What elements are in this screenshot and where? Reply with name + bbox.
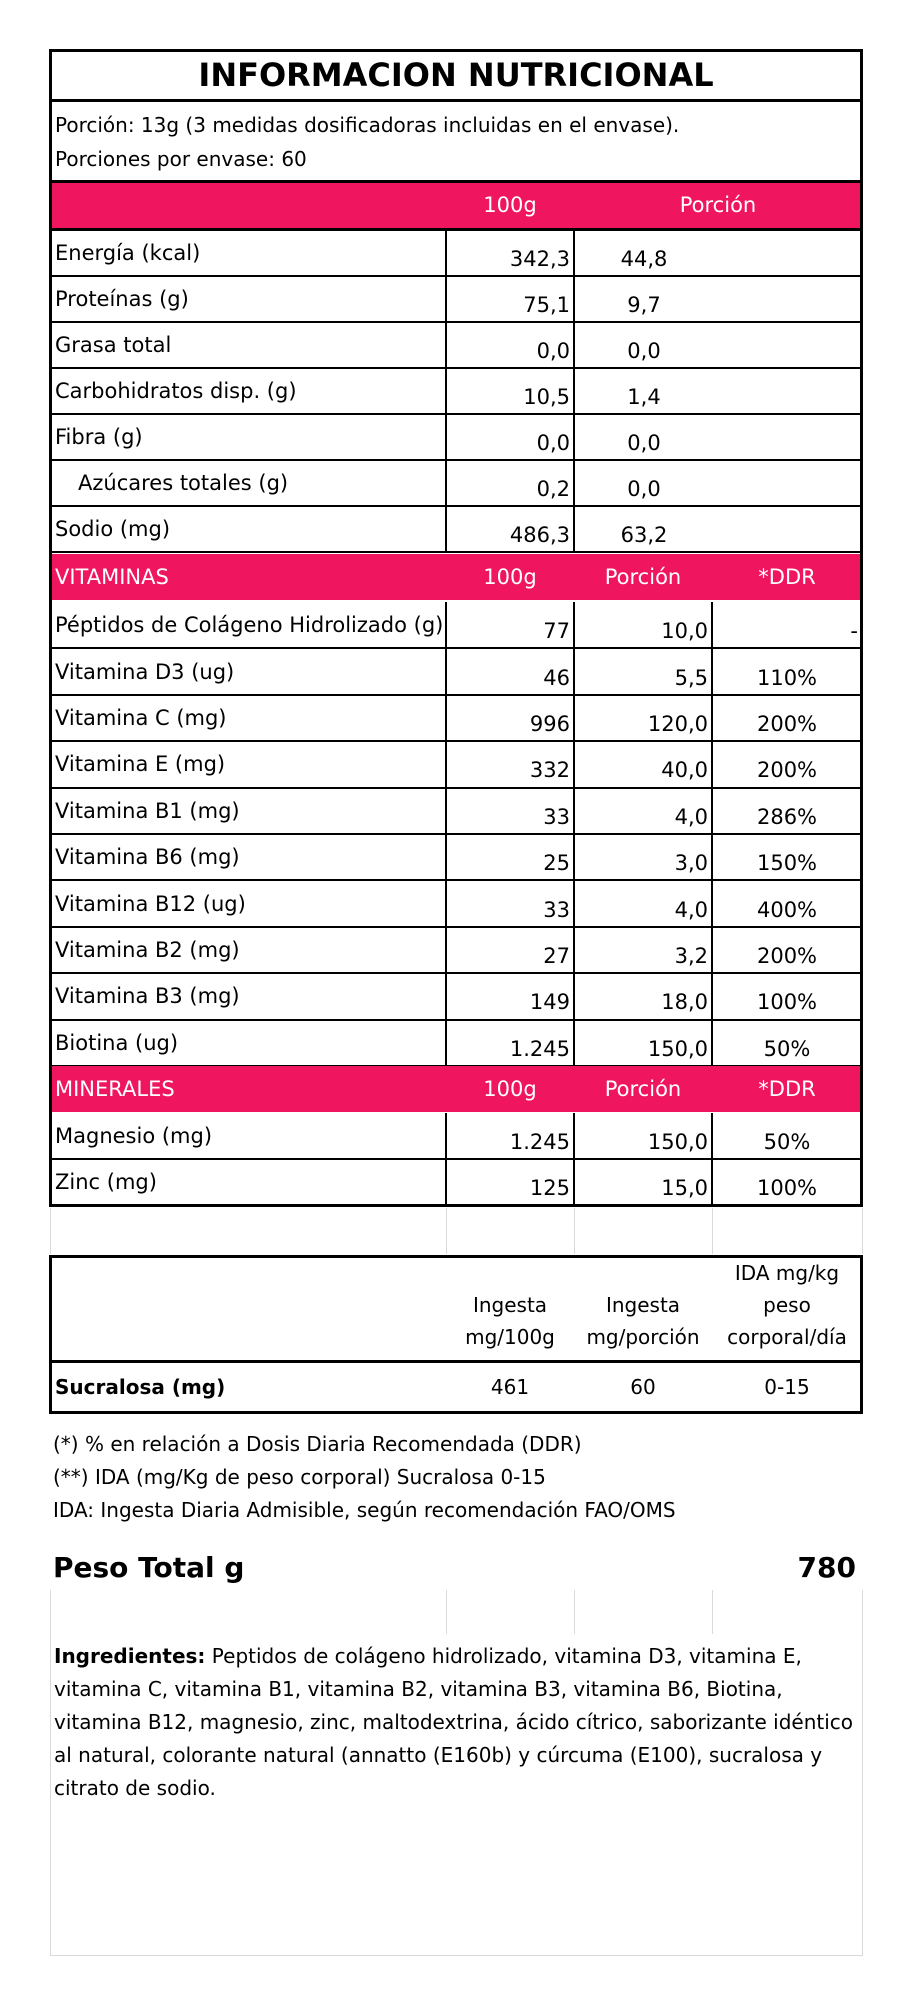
row-label: Biotina (ug)	[55, 1030, 179, 1055]
sweetener-col1-line2: mg/100g	[465, 1325, 555, 1349]
minerals-header-ddr: *DDR	[758, 1077, 816, 1101]
row-label: Vitamina C (mg)	[55, 705, 227, 730]
sweetener-col1-line1: Ingesta	[472, 1293, 548, 1317]
row-portion: 44,8	[620, 247, 668, 271]
row-ddr: 200%	[756, 711, 818, 736]
spacer-grid-line	[446, 1208, 447, 1254]
row-label: Vitamina D3 (ug)	[55, 659, 235, 684]
column-divider	[711, 602, 713, 1066]
row-portion: 0,0	[627, 477, 661, 501]
ingredients-list: Peptidos de colágeno hidrolizado, vitamina D3, vitamina E, vitamina C, vitamina B1, vitamina B2, vitamina B3, vitamina B6, Biotina, vitamina B12, magnesio, zinc, maltodextrina, ácido cítrico, saborizante idéntico al natural, colorante natural (annatto (E160b) y cúrcuma (E100), sucralosa y citrato de sodio.	[54, 1644, 854, 1800]
vitamins-header-label: VITAMINAS	[55, 565, 169, 589]
row-portion: 1,4	[627, 385, 661, 409]
column-divider	[573, 1113, 575, 1205]
column-divider	[445, 602, 447, 1066]
row-per100: 10,5	[523, 385, 570, 409]
column-divider	[445, 230, 447, 552]
sweetener-col2-line1: Ingesta	[605, 1293, 681, 1317]
table-border-bottom	[50, 1204, 863, 1207]
nutrition-header-100g: 100g	[483, 193, 537, 217]
row-label: Vitamina B3 (mg)	[55, 984, 240, 1009]
row-per100: 332	[529, 758, 570, 783]
row-portion: 18,0	[661, 990, 708, 1015]
sucralose-portion: 60	[630, 1375, 656, 1399]
row-label: Zinc (mg)	[55, 1170, 157, 1194]
ingredients-grid-line	[50, 1590, 51, 1956]
row-portion: 0,0	[627, 431, 661, 455]
table-border-top	[50, 49, 863, 52]
row-label: Sodio (mg)	[55, 517, 171, 541]
spacer-grid-line	[574, 1208, 575, 1254]
row-label: Vitamina E (mg)	[55, 752, 226, 777]
sucralose-ida: 0-15	[764, 1375, 810, 1399]
row-per100: 27	[543, 943, 570, 968]
row-portion: 15,0	[661, 1176, 708, 1200]
total-weight-value: 780	[797, 1550, 856, 1584]
ingredients-grid-line	[862, 1590, 863, 1956]
row-label: Grasa total	[55, 333, 172, 357]
sucralose-label: Sucralosa (mg)	[55, 1375, 226, 1399]
row-portion: 4,0	[674, 897, 708, 922]
footnote-ida-definition: IDA: Ingesta Diaria Admisible, según recomendación FAO/OMS	[53, 1498, 676, 1522]
table-border-right	[860, 49, 863, 1207]
sweetener-col3-line3: corporal/día	[727, 1325, 847, 1349]
row-per100: 486,3	[509, 523, 570, 547]
row-portion: 120,0	[647, 711, 708, 736]
row-per100: 125	[529, 1176, 570, 1200]
row-portion: 3,2	[674, 943, 708, 968]
row-label: Vitamina B6 (mg)	[55, 845, 240, 870]
row-ddr: 150%	[756, 851, 818, 876]
row-per100: 0,2	[536, 477, 570, 501]
vitamins-header-100g: 100g	[483, 565, 537, 589]
row-per100: 0,0	[536, 431, 570, 455]
ingredients-grid-line	[712, 1590, 713, 1634]
row-ddr: 200%	[756, 943, 818, 968]
spacer-grid-line	[712, 1208, 713, 1254]
header-divider	[50, 228, 863, 231]
row-label: Péptidos de Colágeno Hidrolizado (g)	[55, 613, 444, 638]
minerals-header-100g: 100g	[483, 1077, 537, 1101]
row-per100: 149	[529, 990, 570, 1015]
row-label: Magnesio (mg)	[55, 1124, 213, 1148]
row-label: Azúcares totales (g)	[78, 471, 289, 495]
ingredients-grid-line	[446, 1590, 447, 1634]
table-border-left	[49, 49, 52, 1207]
row-label: Vitamina B2 (mg)	[55, 937, 240, 962]
row-portion: 150,0	[647, 1036, 708, 1061]
row-ddr: 100%	[756, 990, 818, 1015]
row-label: Proteínas (g)	[55, 287, 189, 311]
ingredients-grid-line	[50, 1955, 863, 1956]
minerals-header-label: MINERALES	[55, 1077, 175, 1101]
sucralose-per100: 461	[490, 1375, 530, 1399]
row-portion: 5,5	[674, 665, 708, 690]
row-label: Fibra (g)	[55, 425, 143, 449]
footnote-ddr: (*) % en relación a Dosis Diaria Recomendada (DDR)	[53, 1432, 582, 1456]
row-ddr: 200%	[756, 758, 818, 783]
title-divider	[50, 99, 863, 102]
row-per100: 1.245	[509, 1036, 570, 1061]
serving-divider	[50, 180, 863, 183]
row-per100: 46	[543, 665, 570, 690]
spacer-grid-line	[50, 1208, 51, 1254]
row-divider	[50, 551, 862, 553]
table-title: INFORMACION NUTRICIONAL	[198, 56, 714, 94]
row-per100: 77	[543, 619, 570, 644]
column-divider	[573, 602, 575, 1066]
vitamins-header-ddr: *DDR	[758, 565, 816, 589]
row-label: Vitamina B12 (ug)	[55, 891, 246, 916]
row-per100: 0,0	[536, 339, 570, 363]
serving-size-text: Porción: 13g (3 medidas dosificadoras incluidas en el envase).	[55, 113, 680, 137]
row-per100: 75,1	[523, 293, 570, 317]
row-ddr: 400%	[756, 897, 818, 922]
ingredients-label: Ingredientes:	[54, 1644, 206, 1668]
row-portion: 150,0	[647, 1130, 708, 1154]
row-label: Energía (kcal)	[55, 241, 201, 265]
row-per100: 342,3	[509, 247, 570, 271]
row-per100: 996	[529, 711, 570, 736]
nutrition-header-portion: Porción	[679, 193, 757, 217]
row-ddr: 286%	[756, 804, 818, 829]
sweetener-col3-line1: IDA mg/kg	[734, 1261, 840, 1285]
row-portion: 40,0	[661, 758, 708, 783]
ingredients-grid-line	[574, 1590, 575, 1634]
sweetener-border-bottom	[50, 1411, 863, 1414]
sweetener-col3-line2: peso	[763, 1293, 811, 1317]
row-portion: 4,0	[674, 804, 708, 829]
row-per100: 33	[543, 897, 570, 922]
minerals-header-portion: Porción	[604, 1077, 682, 1101]
total-weight-label: Peso Total g	[53, 1550, 245, 1584]
spacer-grid-line	[862, 1208, 863, 1254]
row-portion: 63,2	[620, 523, 668, 547]
row-ddr: -	[850, 619, 858, 644]
row-per100: 33	[543, 804, 570, 829]
column-divider	[445, 1113, 447, 1205]
row-ddr: 50%	[763, 1036, 811, 1061]
row-label: Vitamina B1 (mg)	[55, 798, 240, 823]
row-portion: 9,7	[627, 293, 661, 317]
row-portion: 0,0	[627, 339, 661, 363]
row-portion: 3,0	[674, 851, 708, 876]
row-portion: 10,0	[661, 619, 708, 644]
row-label: Carbohidratos disp. (g)	[55, 379, 297, 403]
servings-per-container-text: Porciones por envase: 60	[55, 147, 307, 171]
vitamins-header-portion: Porción	[604, 565, 682, 589]
row-per100: 25	[543, 851, 570, 876]
footnote-ida: (**) IDA (mg/Kg de peso corporal) Sucralosa 0-15	[53, 1465, 546, 1489]
column-divider	[573, 230, 575, 552]
column-divider	[711, 1113, 713, 1205]
ingredients-text	[54, 1640, 854, 1805]
row-ddr: 50%	[763, 1130, 811, 1154]
row-per100: 1.245	[509, 1130, 570, 1154]
row-ddr: 100%	[756, 1176, 818, 1200]
sweetener-header-divider	[50, 1360, 863, 1363]
row-ddr: 110%	[756, 665, 818, 690]
sweetener-col2-line2: mg/porción	[586, 1325, 700, 1349]
